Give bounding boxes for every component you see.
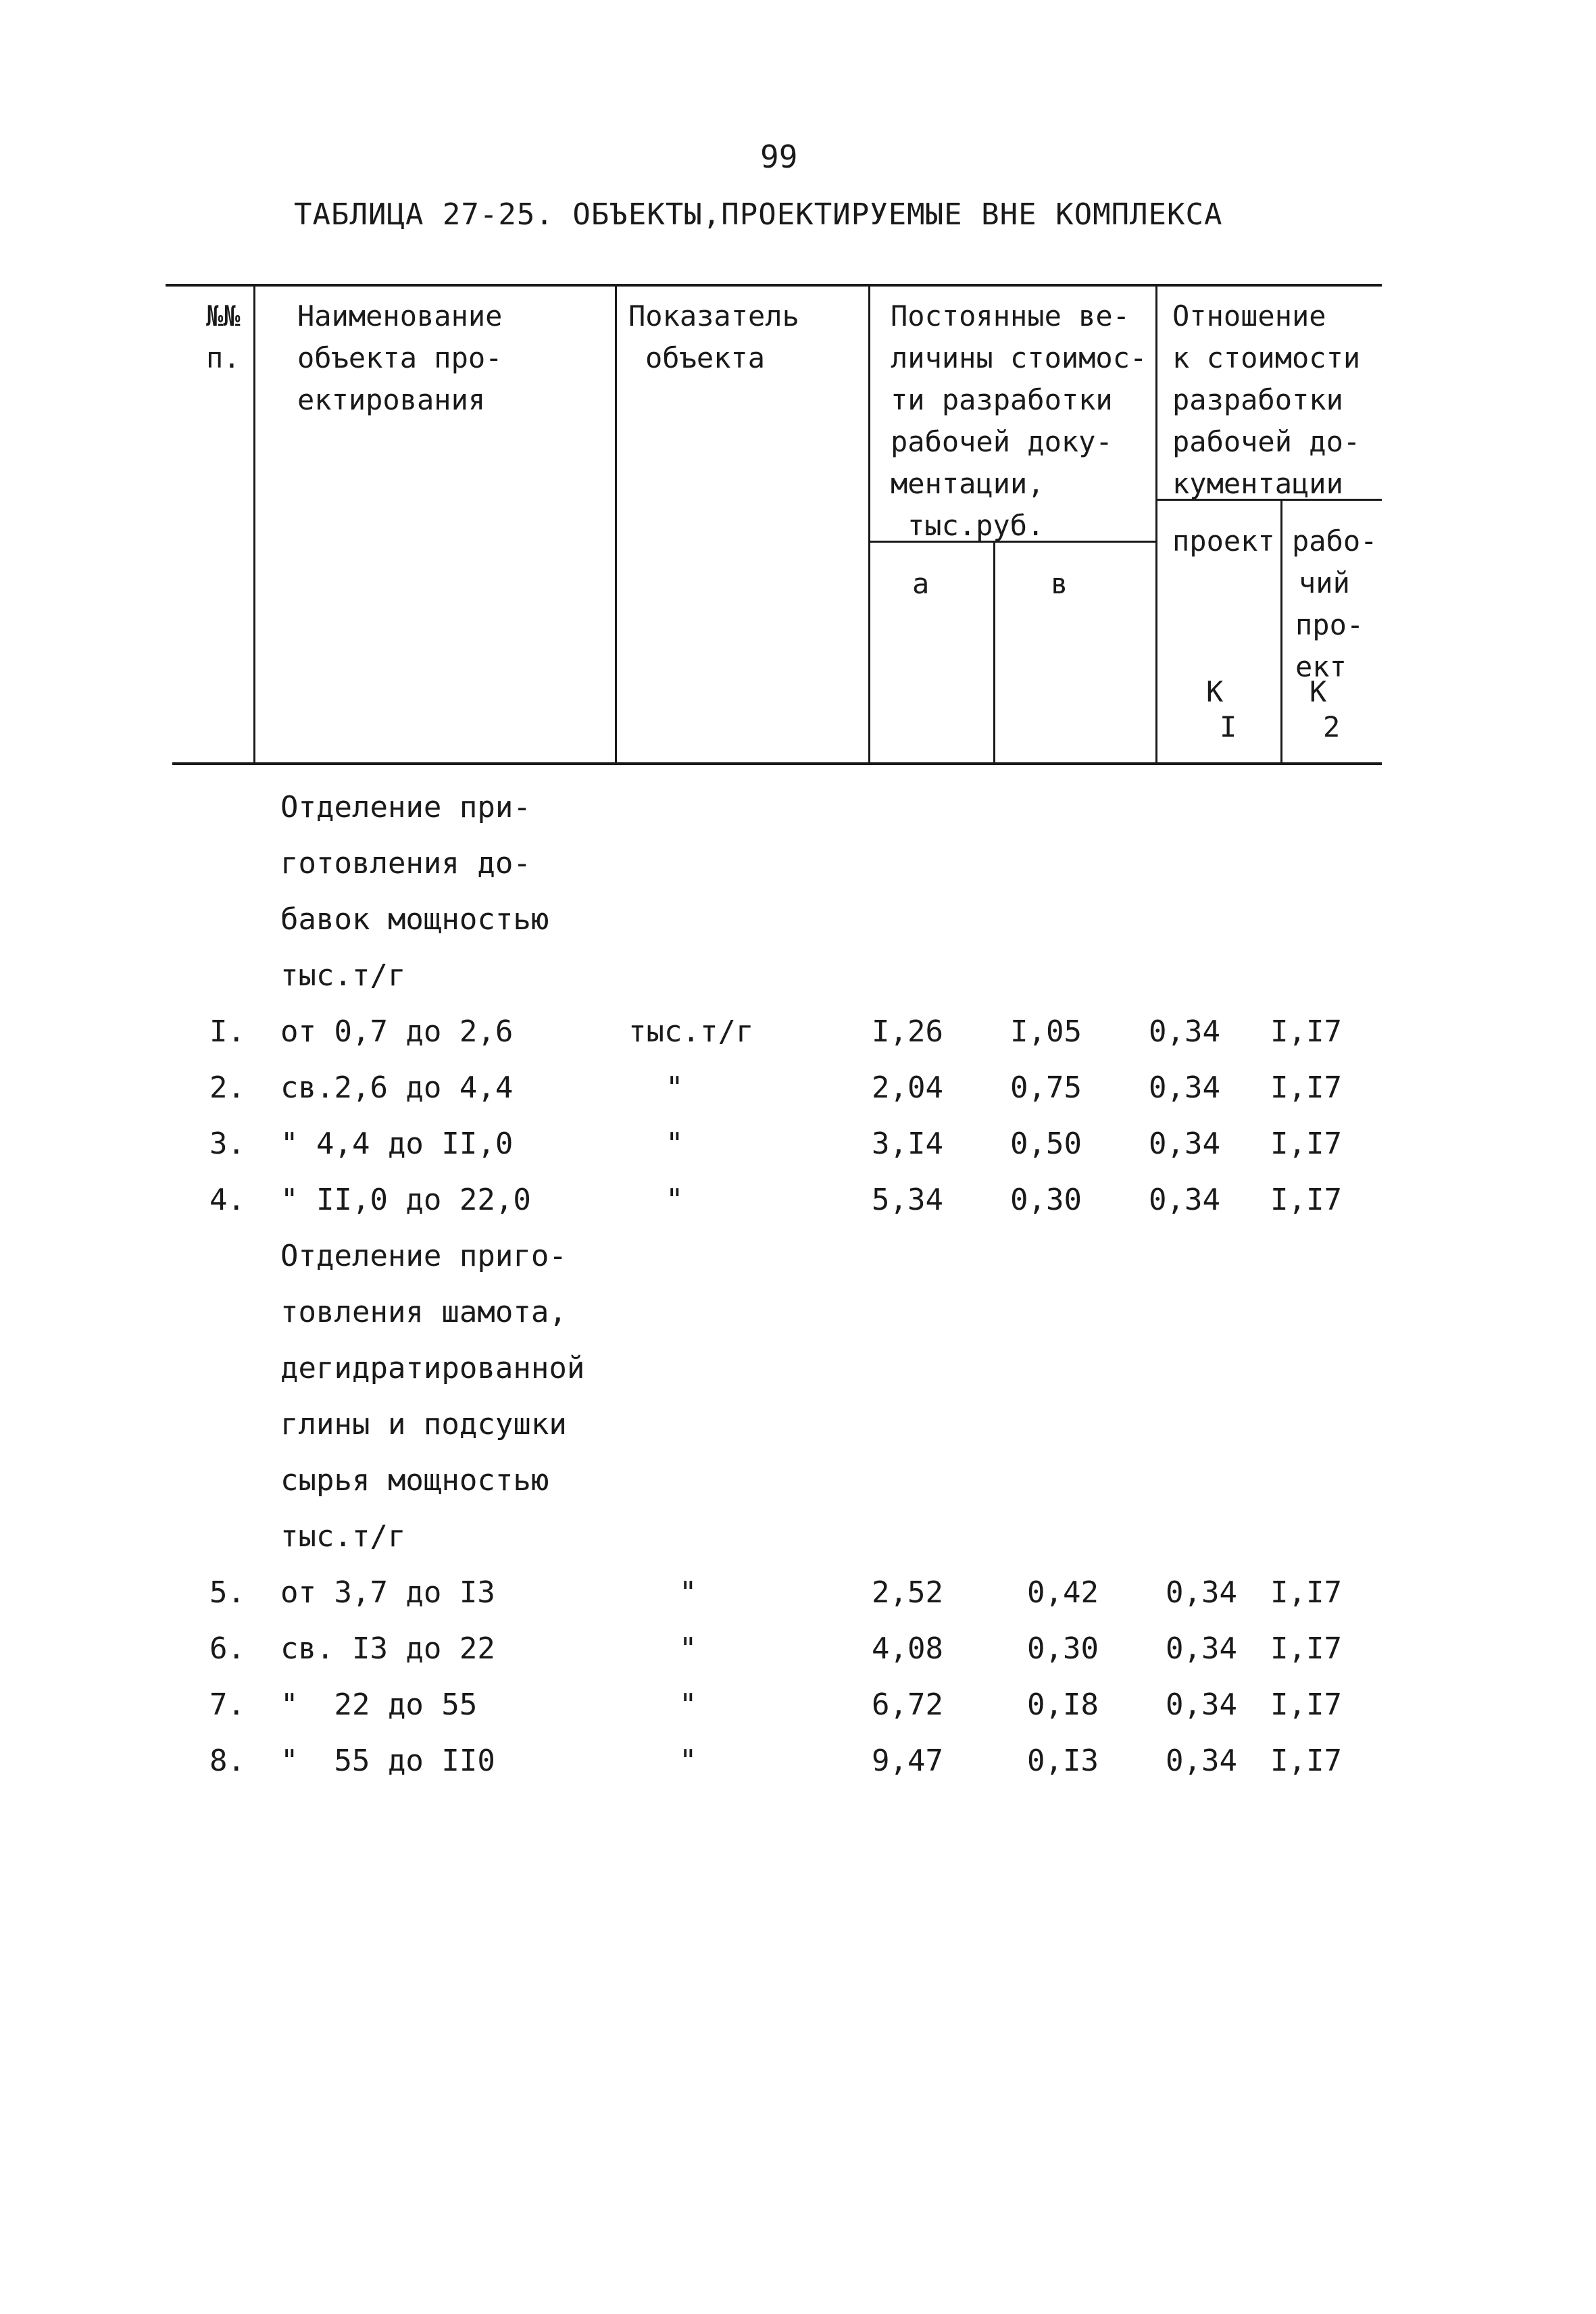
row-k1: 0,34 (1166, 1744, 1237, 1778)
row-number: 8. (209, 1744, 245, 1778)
row-k1: 0,34 (1149, 1070, 1220, 1105)
row-k1: 0,34 (1149, 1014, 1220, 1049)
header-top-rule (166, 284, 1382, 287)
header-const: Постоянные ве- личины стоимос- ти разработки рабочей доку- ментации, тыс.руб. (891, 299, 1147, 542)
row-k1: 0,34 (1149, 1127, 1220, 1161)
page-number: 99 (760, 139, 798, 175)
row-name: " II,0 до 22,0 (280, 1183, 531, 1217)
row-name: св. I3 до 22 (280, 1631, 495, 1666)
row-number: I. (209, 1014, 245, 1049)
divider-3 (868, 284, 870, 764)
row-number: 5. (209, 1575, 245, 1610)
row-value-b: I,05 (1010, 1014, 1082, 1049)
row-value-b: 0,30 (1027, 1631, 1099, 1666)
header-name: Наименование объекта про- ектирования (297, 299, 503, 416)
table-title: ТАБЛИЦА 27-25. ОБЪЕКТЫ,ПРОЕКТИРУЕМЫЕ ВНЕ КОМПЛЕКСА (294, 197, 1223, 232)
row-k2: I,I7 (1270, 1744, 1342, 1778)
row-value-a: 2,52 (872, 1575, 943, 1610)
row-k1: 0,34 (1166, 1631, 1237, 1666)
row-indicator: " (679, 1688, 697, 1722)
row-k2: I,I7 (1270, 1575, 1342, 1610)
row-number: 3. (209, 1127, 245, 1161)
divider-4 (993, 541, 995, 764)
row-k2: I,I7 (1270, 1070, 1342, 1105)
group-line: бавок мощностью (280, 902, 549, 937)
row-value-b: 0,42 (1027, 1575, 1099, 1610)
row-value-a: I,26 (872, 1014, 943, 1049)
row-number: 4. (209, 1183, 245, 1217)
row-number: 6. (209, 1631, 245, 1666)
header-ratio-project: проект (1172, 524, 1275, 558)
row-indicator: " (679, 1744, 697, 1778)
divider-5 (1155, 284, 1157, 764)
divider-2 (615, 284, 617, 764)
group-line: готовления до- (280, 846, 531, 881)
row-k2: I,I7 (1270, 1127, 1342, 1161)
header-ratio: Отношение к стоимости разработки рабочей до- кументации (1172, 299, 1361, 500)
row-value-a: 4,08 (872, 1631, 943, 1666)
group-line: сырья мощностью (280, 1463, 549, 1498)
row-name: " 4,4 до II,0 (280, 1127, 514, 1161)
row-name: " 22 до 55 (280, 1688, 478, 1722)
header-k1: К I (1206, 675, 1237, 743)
header-const-b: в (1051, 567, 1068, 600)
row-k1: 0,34 (1166, 1688, 1237, 1722)
row-value-b: 0,50 (1010, 1127, 1082, 1161)
row-name: св.2,6 до 4,4 (280, 1070, 514, 1105)
group-line: Отделение приго- (280, 1239, 567, 1273)
row-k1: 0,34 (1149, 1183, 1220, 1217)
header-bottom-rule (172, 762, 1382, 765)
row-number: 7. (209, 1688, 245, 1722)
row-value-b: 0,I3 (1027, 1744, 1099, 1778)
row-value-a: 5,34 (872, 1183, 943, 1217)
group-line: товления шамота, (280, 1295, 567, 1329)
row-name: от 3,7 до I3 (280, 1575, 495, 1610)
row-value-a: 3,I4 (872, 1127, 943, 1161)
row-indicator: " (666, 1070, 684, 1105)
row-name: " 55 до II0 (280, 1744, 495, 1778)
row-k1: 0,34 (1166, 1575, 1237, 1610)
header-indicator: Показатель объекта (628, 299, 799, 374)
row-value-a: 2,04 (872, 1070, 943, 1105)
row-indicator: " (666, 1183, 684, 1217)
row-indicator: тыс.т/г (628, 1014, 754, 1049)
group-line: тыс.т/г (280, 958, 406, 993)
divider-1 (253, 284, 255, 764)
header-num: №№ п. (206, 299, 241, 374)
header-ratio-work: рабо- чий про- ект (1292, 524, 1378, 683)
row-indicator: " (679, 1575, 697, 1610)
row-value-a: 9,47 (872, 1744, 943, 1778)
group-line: глины и подсушки (280, 1407, 567, 1442)
row-value-b: 0,75 (1010, 1070, 1082, 1105)
row-k2: I,I7 (1270, 1688, 1342, 1722)
divider-6 (1280, 500, 1282, 764)
group-line: дегидратированной (280, 1351, 585, 1385)
row-k2: I,I7 (1270, 1631, 1342, 1666)
row-indicator: " (666, 1127, 684, 1161)
row-value-a: 6,72 (872, 1688, 943, 1722)
row-k2: I,I7 (1270, 1183, 1342, 1217)
row-name: от 0,7 до 2,6 (280, 1014, 514, 1049)
header-k2: К 2 (1310, 675, 1341, 743)
group-line: Отделение при- (280, 790, 531, 824)
header-const-a: а (912, 567, 930, 600)
row-k2: I,I7 (1270, 1014, 1342, 1049)
group-line: тыс.т/г (280, 1519, 406, 1554)
row-value-b: 0,30 (1010, 1183, 1082, 1217)
row-value-b: 0,I8 (1027, 1688, 1099, 1722)
row-number: 2. (209, 1070, 245, 1105)
row-indicator: " (679, 1631, 697, 1666)
